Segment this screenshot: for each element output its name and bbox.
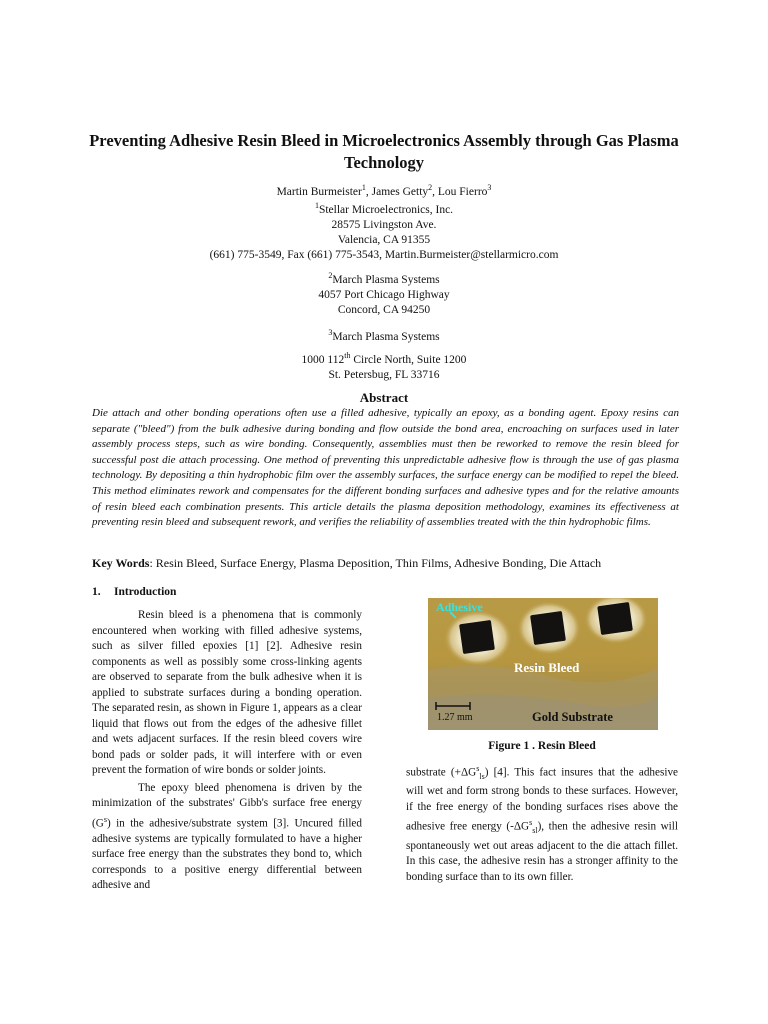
- figure-scale-bar-label: 1.27 mm: [437, 712, 473, 723]
- right-column: [406, 761, 678, 885]
- intro-paragraph-1: Resin bleed is a phenomena that is commonly encountered when working with filled adhesive systems, such as silver filled epoxies [1] [2]. Adhesive resin components as well as possibly some cross-linking agents are observed to separate from the bulk adhesive when it is applied to substrate surfaces during a bonding operation. The separated resin, as shown in Figure 1, appears as a clear liquid that flows out from the edges of the adhesive fillet and wets adjacent surfaces. If the resin bleed covers wire bond pads or solder pads, it will interfere with or even prevent the formation of wire bonds or solder joints.: [92, 609, 362, 776]
- abstract-text: Die attach and other bonding operations often use a filled adhesive, typically an epoxy, as a bonding agent. Epoxy resins can separate ("bleed") from the bulk adhesive during bonding and flow outside the bond area, encroaching on surfaces used in later assembly process steps, such as wire bonding. Consequently, assemblies must then be reworked to remove the resin bleed for successful post die attach processing. One method of preventing this unpredictable adhesive flow is through the use of gas plasma technology. By depositing a thin hydrophobic film over the assembly surfaces, the surface energy can be modified to repel the bleed. This method eliminates rework and compensates for the different bonding surfaces and adhesive types and for the relative amounts of resin bleed each combination presents. This article details the plasma deposition methodology, examines its effectiveness at preventing resin bleed and subsequent rework, and verifies the reliability of assemblies treated with the thin hydrophobic films.: [92, 407, 679, 529]
- abstract-heading: Abstract: [359, 390, 409, 405]
- section-number: 1.: [92, 586, 101, 598]
- paragraph-text: The epoxy bleed phenomena is driven by the minimization of the substrates' Gibb's surface free energy (G: [92, 781, 362, 830]
- affiliation-street-rest: Circle North, Suite 1200: [350, 353, 467, 366]
- superscript: s: [529, 818, 533, 828]
- ordinal-suffix: th: [344, 350, 351, 360]
- superscript: s: [103, 814, 107, 824]
- affiliation-2: [60, 268, 708, 318]
- author-name: Martin Burmeister: [276, 185, 362, 198]
- author-name: , Lou Fierro: [432, 185, 488, 198]
- keywords-line: [92, 556, 679, 571]
- affiliation-name: Stellar Microelectronics, Inc.: [318, 203, 454, 216]
- paragraph-text: substrate (+ΔG: [406, 766, 477, 779]
- affiliation-marker: 3: [328, 328, 333, 337]
- keywords-list: : Resin Bleed, Surface Energy, Plasma Deposition, Thin Films, Adhesive Bonding, Die Attach: [149, 556, 602, 570]
- keywords-label: Key Words: [92, 556, 150, 570]
- affiliation-name: March Plasma Systems: [332, 330, 440, 343]
- resin-bleed-photo: [428, 598, 658, 730]
- affiliation-1: [60, 198, 708, 263]
- affiliation-city: St. Petersbug, FL 33716: [328, 368, 440, 381]
- subscript: sl: [532, 826, 538, 836]
- affiliation-marker: 2: [328, 271, 333, 280]
- affiliation-marker: 1: [314, 201, 319, 210]
- affiliation-street: 28575 Livingston Ave.: [331, 218, 437, 231]
- figure-label-resin-bleed: Resin Bleed: [514, 660, 580, 675]
- affiliation-street: 4057 Port Chicago Highway: [318, 288, 450, 301]
- author-affiliation-marker: 3: [487, 183, 492, 192]
- section-title: Introduction: [114, 586, 177, 598]
- left-column: [92, 608, 362, 896]
- paper-title: Preventing Adhesive Resin Bleed in Microelectronics Assembly through Gas Plasma Technology: [89, 131, 679, 172]
- affiliation-city: Valencia, CA 91355: [337, 233, 431, 246]
- author-list: [60, 180, 708, 200]
- intro-paragraph-3: [406, 761, 678, 885]
- author-name: , James Getty: [365, 185, 429, 198]
- figure-label-adhesive: Adhesive: [436, 600, 483, 614]
- subscript: ls: [479, 771, 485, 781]
- paragraph-text: ) in the adhesive/substrate system [3]. Uncured filled adhesive systems are typically formulated to have a higher surface free energy than the substrates they bond to, which corresponds to a positive energy differential between adhesive and: [92, 817, 362, 892]
- affiliation-city: Concord, CA 94250: [337, 303, 431, 316]
- author-affiliation-marker: 2: [428, 183, 433, 192]
- affiliation-name: March Plasma Systems: [332, 273, 440, 286]
- figure-caption: Figure 1 . Resin Bleed: [488, 740, 596, 752]
- author-affiliation-marker: 1: [361, 183, 366, 192]
- figure-label-gold-substrate: Gold Substrate: [532, 710, 613, 724]
- intro-paragraph-2: [92, 781, 362, 894]
- section-heading: [92, 586, 176, 598]
- affiliation-3: [60, 325, 708, 383]
- paragraph-text: ) [4]. This fact insures that the adhesive will wet and form strong bonds to these surfaces. However, if the free energy of the bonding surfaces rises above the adhesive free energy (-ΔG: [406, 766, 679, 834]
- superscript: s: [476, 764, 480, 773]
- affiliation-street: 1000 112: [301, 353, 345, 366]
- affiliation-contact: (661) 775-3549, Fax (661) 775-3543, Martin.Burmeister@stellarmicro.com: [209, 248, 559, 261]
- paragraph-text: ), then the adhesive resin will spontaneously wet out areas adjacent to the die attach fillet. In this case, the adhesive resin has a stronger affinity to the bonding surface than to its own filler.: [406, 821, 678, 883]
